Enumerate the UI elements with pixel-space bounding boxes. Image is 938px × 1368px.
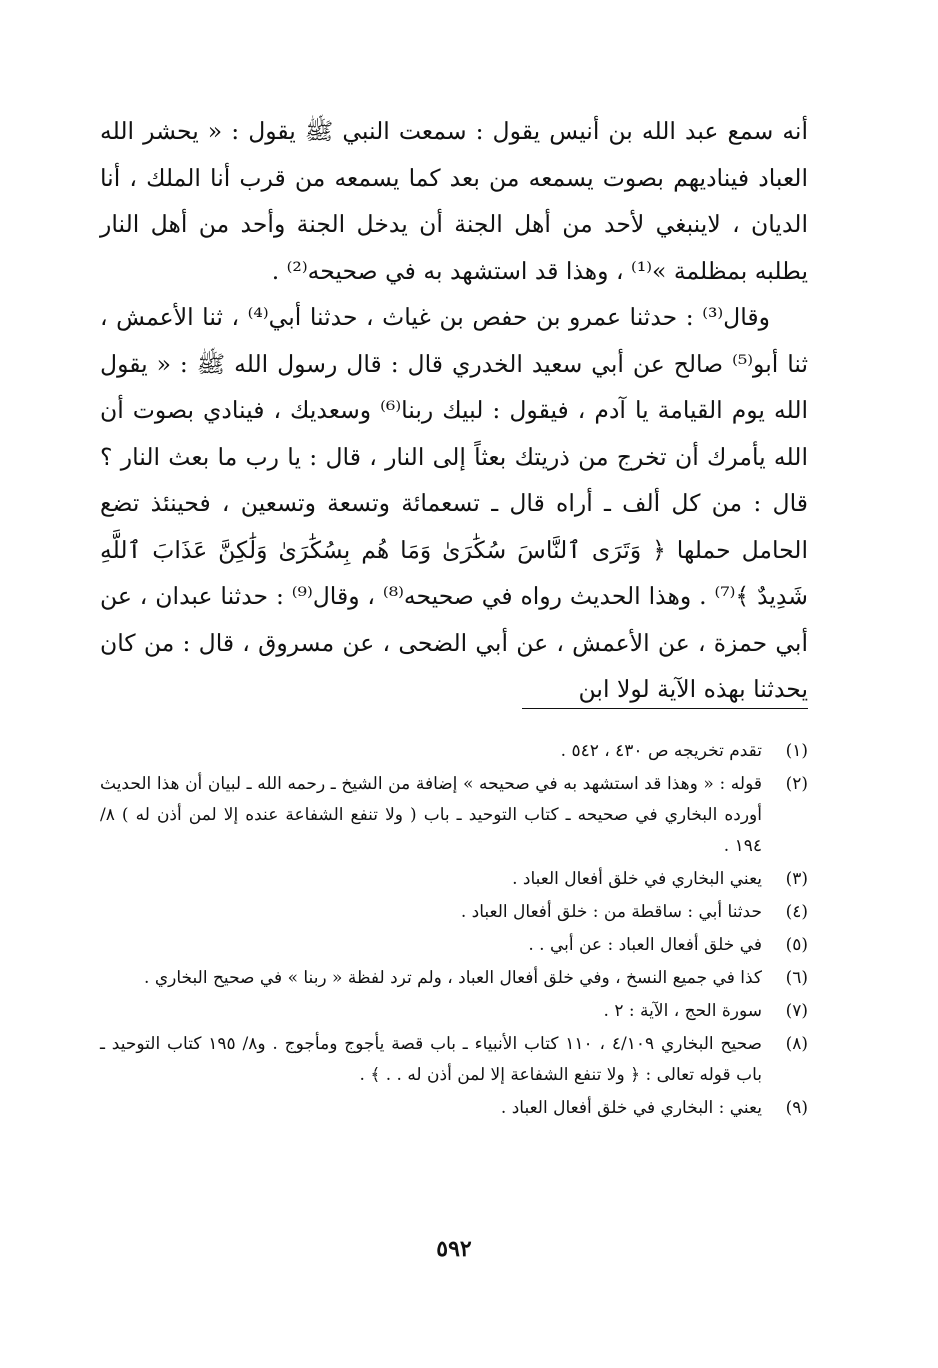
footnote-9: [100, 1093, 808, 1124]
footnote-2: [100, 769, 808, 862]
footnote-number: (٢): [785, 774, 808, 794]
paragraph-1-text: أنه سمع عبد الله بن أنيس يقول : سمعت النبي ﷺ يقول : « يحشر الله العباد فيناديهم بصوت يسمعه من بعد كما يسمعه من قرب أنا الملك ، أنا الديان ، لاينبغي لأحد من أهل الجنة أن يدخل الجنة وأحد من أهل النار يطلبه بمظلمة »⁽¹⁾ ، وهذا قد استشهد به في صحيحه⁽²⁾ .: [100, 117, 808, 285]
footnote-5: [100, 930, 808, 961]
footnote-text: تقدم تخريجه ص ٤٣٠ ، ٥٤٢ .: [560, 741, 762, 761]
footnote-1: [100, 736, 808, 767]
footnote-7: [100, 996, 808, 1027]
footnote-number: (٣): [785, 869, 808, 889]
footnote-text: حدثنا أبي : ساقطة من : خلق أفعال العباد .: [460, 902, 762, 922]
footnote-6: [100, 963, 808, 994]
footnote-text: قوله : « وهذا قد استشهد به في صحيحه » إضافة من الشيخ ـ رحمه الله ـ لبيان أن هذا الحديث أورده البخاري في صحيحه ـ كتاب التوحيد ـ باب ( ولا تنفع الشفاعة عنده إلا لمن أذن له ) ٨/ ١٩٤ .: [100, 774, 762, 856]
page-number: ٥٩٢: [436, 1236, 472, 1262]
footnote-text: يعني البخاري في خلق أفعال العباد .: [512, 869, 762, 889]
footnote-4: [100, 897, 808, 928]
book-page: [100, 108, 808, 1308]
footnote-number: (٨): [785, 1034, 808, 1054]
footnote-text: صحيح البخاري ٤/١٠٩ ، ١١٠ كتاب الأنبياء ـ باب قصة يأجوج ومأجوج . و٨/ ١٩٥ كتاب التوحيد ـ باب قوله تعالى : ﴿ ولا تنفع الشفاعة إلا لمن أذن له . . ﴾ .: [100, 1034, 762, 1085]
footnote-number: (١): [785, 741, 808, 761]
footnote-3: [100, 864, 808, 895]
footnote-number: (٤): [785, 902, 808, 922]
footnote-text: يعني : البخاري في خلق أفعال العباد .: [500, 1098, 762, 1118]
paragraph-2-text: وقال⁽³⁾ : حدثنا عمرو بن حفص بن غياث ، حدثنا أبي⁽⁴⁾ ، ثنا الأعمش ، ثنا أبو⁽⁵⁾ صالح عن أبي سعيد الخدري قال : قال رسول الله ﷺ : « يقول الله يوم القيامة يا آدم ، فيقول : لبيك ربنا⁽⁶⁾ وسعديك ، فينادي بصوت أن الله يأمرك أن تخرج من ذريتك بعثاً إلى النار ، قال : يا رب ما بعث النار ؟ قال : من كل ألف ـ أراه قال ـ تسعمائة وتسعة وتسعين ، فحينئذ تضع الحامل حملها ﴿ وَتَرَى ٱلنَّاسَ سُكَٰرَىٰ وَمَا هُم بِسُكَٰرَىٰ وَلَٰكِنَّ عَذَابَ ٱللَّهِ شَدِيدٌ ﴾⁽⁷⁾ . وهذا الحديث رواه في صحيحه⁽⁸⁾ ، وقال⁽⁹⁾ : حدثنا عبدان ، عن أبي حمزة ، عن الأعمش ، عن أبي الضحى ، عن مسروق ، قال : من كان يحدثنا بهذه الآية لولا ابن: [100, 303, 809, 703]
footnote-text: كذا في جميع النسخ ، وفي خلق أفعال العباد ، ولم ترد لفظة « ربنا » في صحيح البخاري .: [144, 968, 762, 988]
footnote-text: في خلق أفعال العباد : عن أبي . .: [528, 935, 762, 955]
footnote-text: سورة الحج ، الآية : ٢ .: [603, 1001, 762, 1021]
main-text: [100, 108, 808, 713]
footnotes: [100, 736, 808, 1126]
paragraph-2: [100, 294, 808, 713]
footnote-number: (٧): [785, 1001, 808, 1021]
paragraph-1: [100, 108, 808, 294]
footnote-separator: [522, 708, 808, 709]
footnote-number: (٦): [785, 968, 808, 988]
footnote-8: [100, 1029, 808, 1091]
footnote-number: (٥): [785, 935, 808, 955]
footnote-number: (٩): [785, 1098, 808, 1118]
